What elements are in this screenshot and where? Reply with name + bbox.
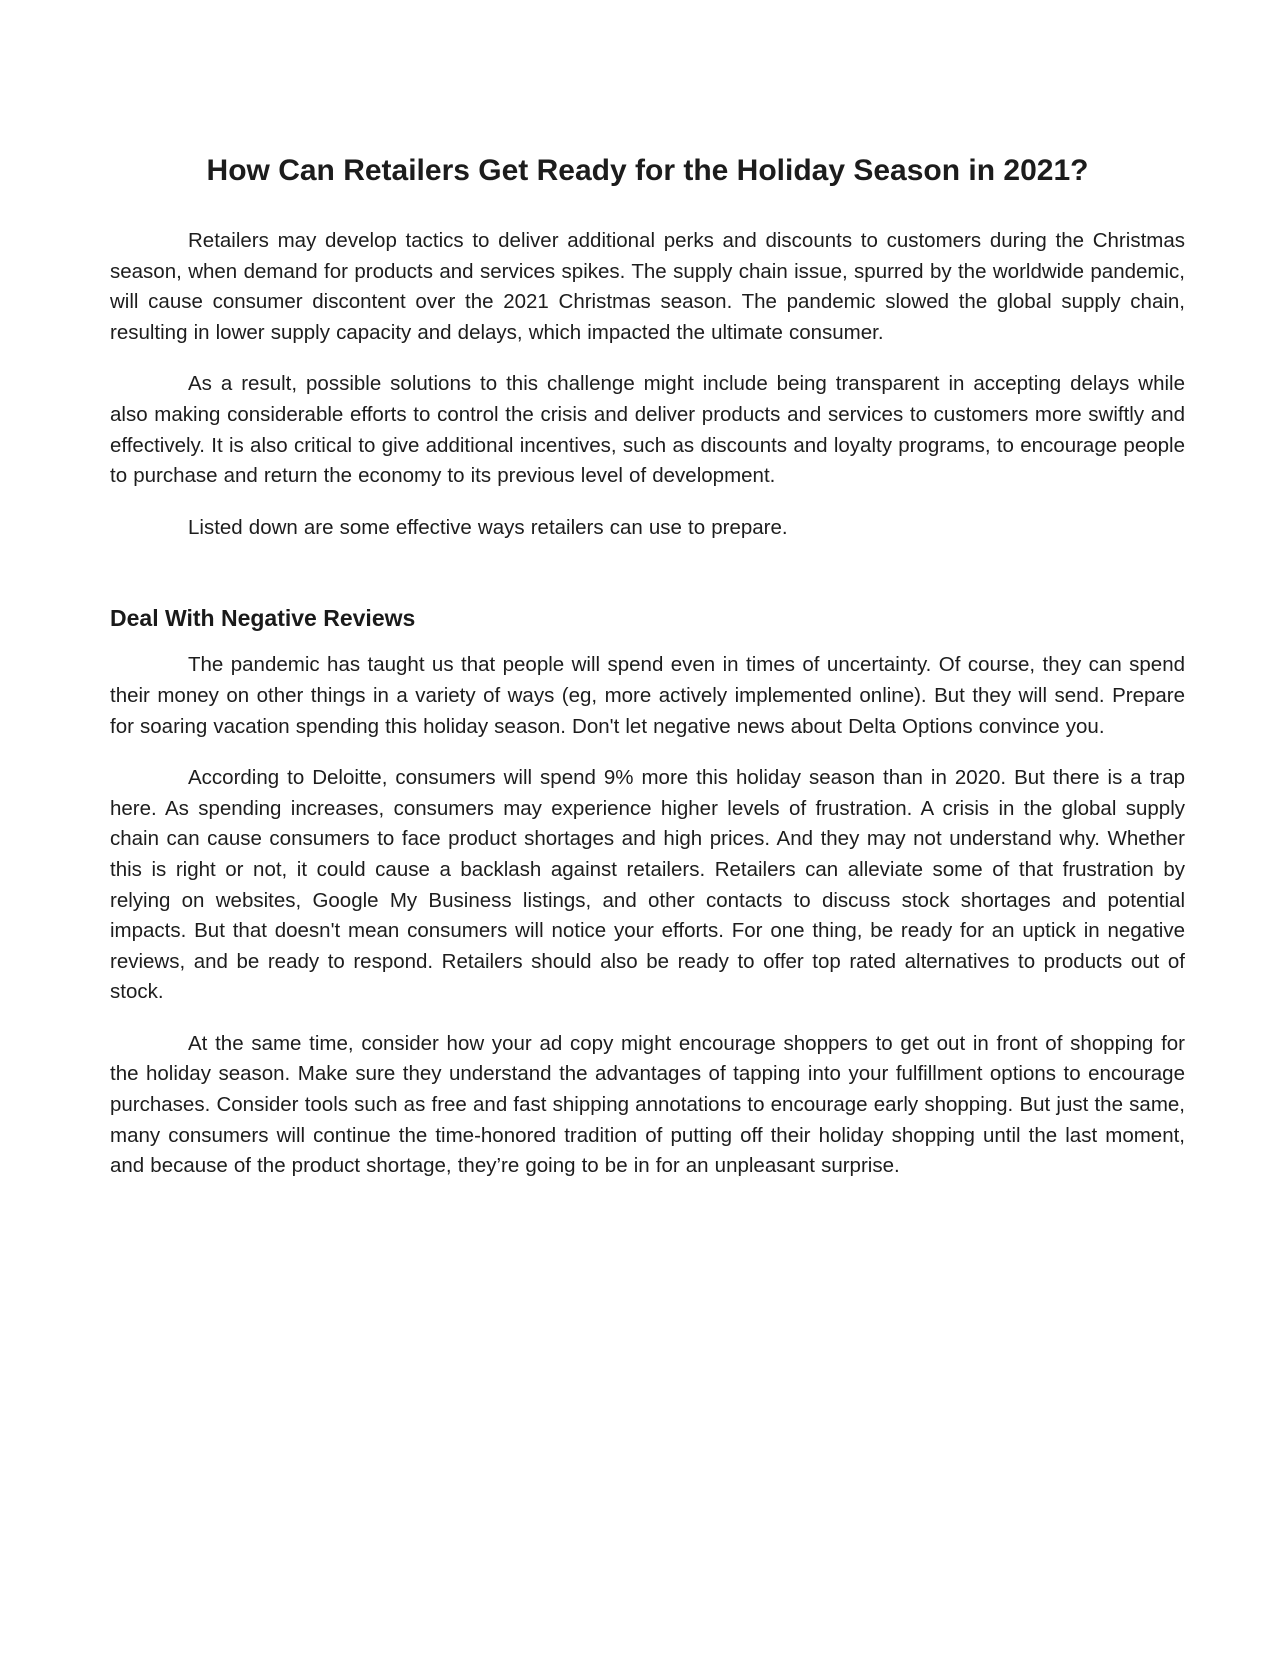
section-paragraph-3: At the same time, consider how your ad copy might encourage shoppers to get out in front of shopping for the holiday season. Make sure they understand the advantages of tapping into your fulfillment options to encourage purchases. Consider tools such as free and fast shipping annotations to encourage early shopping. But just the same, many consumers will continue the time-honored tradition of putting off their holiday shopping until the last moment, and because of the product shortage, they’re going to be in for an unpleasant surprise. (110, 1031, 1185, 1178)
intro-paragraph-3: Listed down are some effective ways retailers can use to prepare. (188, 515, 788, 539)
section-paragraph-1: The pandemic has taught us that people will spend even in times of uncertainty. Of course, they can spend their money on other things in a variety of ways (eg, more actively implemented online). But they will send. Prepare for soaring vacation spending this holiday season. Don't let negative news about Delta Options convince you. (110, 653, 1185, 738)
document-title: How Can Retailers Get Ready for the Holiday Season in 2021? (206, 154, 1089, 187)
section-paragraph-2: According to Deloitte, consumers will spend 9% more this holiday season than in 2020. But there is a trap here. As spending increases, consumers may experience higher levels of frustration. A crisis in the global supply chain can cause consumers to face product shortages and high prices. And they may not understand why. Whether this is right or not, it could cause a backlash against retailers. Retailers can alleviate some of that frustration by relying on websites, Google My Business listings, and other contacts to discuss stock shortages and potential impacts. But that doesn't mean consumers will notice your efforts. For one thing, be ready for an uptick in negative reviews, and be ready to respond. Retailers should also be ready to offer top rated alternatives to products out of stock. (110, 766, 1185, 1004)
intro-paragraph-1: Retailers may develop tactics to deliver additional perks and discounts to customers during the Christmas season, when demand for products and services spikes. The supply chain issue, spurred by the worldwide pandemic, will cause consumer discontent over the 2021 Christmas season. The pandemic slowed the global supply chain, resulting in lower supply capacity and delays, which impacted the ultimate consumer. (110, 229, 1185, 344)
intro-paragraph-2: As a result, possible solutions to this challenge might include being transparent in accepting delays while also making considerable efforts to control the crisis and deliver products and services to customers more swiftly and effectively. It is also critical to give additional incentives, such as discounts and loyalty programs, to encourage people to purchase and return the economy to its previous level of development. (110, 372, 1185, 488)
section-heading-deal-with-negative-reviews: Deal With Negative Reviews (110, 605, 416, 632)
